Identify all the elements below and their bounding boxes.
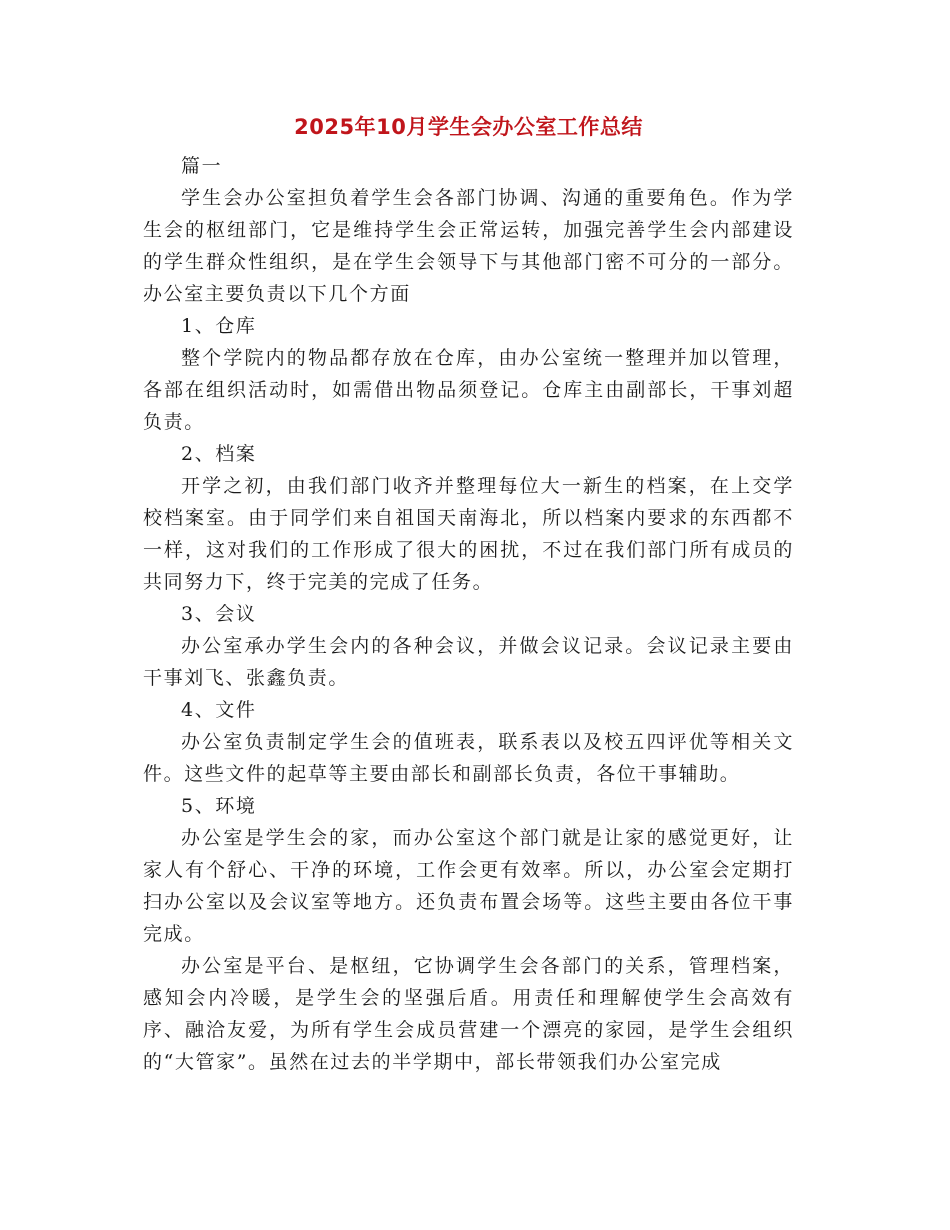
paragraph-meetings: 办公室承办学生会内的各种会议，并做会议记录。会议记录主要由干事刘飞、张鑫负责。 bbox=[143, 635, 794, 689]
heading-documents: 4、文件 bbox=[181, 699, 257, 721]
section-label: 篇一 bbox=[181, 155, 223, 177]
paragraph-environment: 办公室是学生会的家，而办公室这个部门就是让家的感觉更好，让家人有个舒心、干净的环境，工作会更有效率。所以，办公室会定期打扫办公室以及会议室等地方。还负责布置会场等。这些主要由各位干事完成。 bbox=[143, 827, 794, 945]
intro-paragraph: 学生会办公室担负着学生会各部门协调、沟通的重要角色。作为学生会的枢纽部门，它是维持学生会正常运转，加强完善学生会内部建设的学生群众性组织，是在学生会领导下与其他部门密不可分的一部分。办公室主要负责以下几个方面 bbox=[143, 187, 794, 305]
heading-meetings: 3、会议 bbox=[181, 603, 257, 625]
document-title: 2025年10月学生会办公室工作总结 bbox=[294, 115, 643, 139]
paragraph-summary: 办公室是平台、是枢纽，它协调学生会各部门的关系，管理档案，感知会内冷暖，是学生会的坚强后盾。用责任和理解使学生会高效有序、融洽友爱，为所有学生会成员营建一个漂亮的家园，是学生会组织的“大管家”。虽然在过去的半学期中，部长带领我们办公室完成 bbox=[143, 955, 794, 1073]
paragraph-documents: 办公室负责制定学生会的值班表，联系表以及校五四评优等相关文件。这些文件的起草等主要由部长和副部长负责，各位干事辅助。 bbox=[143, 731, 794, 785]
heading-archives: 2、档案 bbox=[181, 443, 257, 465]
paragraph-archives: 开学之初，由我们部门收齐并整理每位大一新生的档案，在上交学校档案室。由于同学们来自祖国天南海北，所以档案内要求的东西都不一样，这对我们的工作形成了很大的困扰，不过在我们部门所有成员的共同努力下，终于完美的完成了任务。 bbox=[143, 475, 794, 593]
heading-warehouse: 1、仓库 bbox=[181, 315, 257, 337]
heading-environment: 5、环境 bbox=[181, 795, 257, 817]
paragraph-warehouse: 整个学院内的物品都存放在仓库，由办公室统一整理并加以管理，各部在组织活动时，如需借出物品须登记。仓库主由副部长，干事刘超负责。 bbox=[143, 347, 794, 433]
